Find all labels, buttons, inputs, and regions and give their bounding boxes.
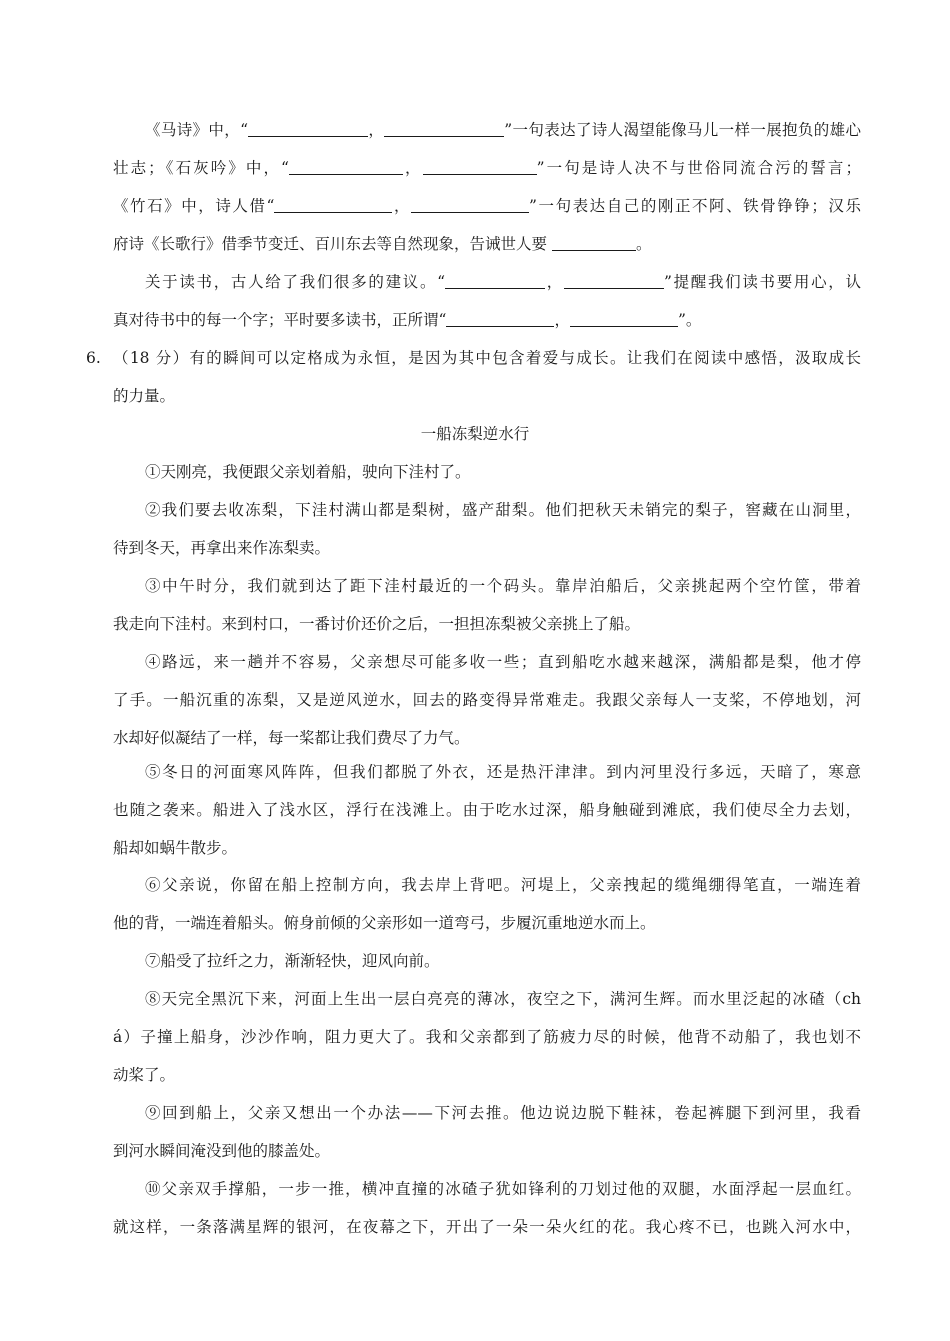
text: ”提醒我们读书要用心，认 [663,273,861,291]
text: ， [402,159,423,177]
article-line: ②我们要去收冻梨，下洼村满山都是梨树，盛产甜梨。他们把秋天未销完的梨子，窖藏在山洞里， [145,501,861,519]
text: 府诗《长歌行》借季节变迁、百川东去等自然现象，告诫世人要 [113,235,548,253]
article-line: 船却如蜗牛散步。 [113,839,238,857]
article-line: ⑤冬日的河面寒风阵阵，但我们都脱了外衣，还是热汗津津。到内河里没行多远，天暗了，寒意 [145,763,861,781]
fill-line-6 [113,305,861,335]
text: 壮志；《石灰吟》中，“ [113,159,289,177]
answer-blank[interactable] [446,309,554,327]
article-line: 到河水瞬间淹没到他的膝盖处。 [113,1142,331,1160]
fill-line-5 [145,267,861,297]
article-line: 了手。一船沉重的冻梨，又是逆风逆水，回去的路变得异常难走。我跟父亲每人一支桨，不停地划，河 [113,691,861,709]
fill-line-4 [113,229,861,259]
article-line: ⑦船受了拉纤之力，渐渐轻快，迎风向前。 [145,952,440,970]
text: ”一句表达自己的刚正不阿、铁骨铮铮；汉乐 [529,197,861,215]
article-line: ④路远，来一趟并不容易，父亲想尽可能多收一些；直到船吃水越来越深，满船都是梨，他才停 [145,653,861,671]
question-prompt-line-1: （18 分）有的瞬间可以定格成为永恒，是因为其中包含着爱与成长。让我们在阅读中感悟，汲取成长 [113,349,861,367]
text: 。 [635,235,652,253]
article-line: ①天刚亮，我便跟父亲划着船，驶向下洼村了。 [145,463,471,481]
text: 关于读书，古人给了我们很多的建议。“ [145,273,446,291]
article-line: ⑩父亲双手撑船，一步一推，横冲直撞的冰碴子犹如锋利的刀划过他的双腿，水面浮起一层血红。 [145,1180,861,1198]
article-line: 也随之袭来。船进入了浅水区，浮行在浅滩上。由于吃水过深，船身触碰到滩底，我们使尽全力去划， [113,801,861,819]
article-line: ③中午时分，我们就到达了距下洼村最近的一个码头。靠岸泊船后，父亲挑起两个空竹筐，带着 [145,577,861,595]
text: 真对待书中的每一个字；平时要多读书，正所谓“ [113,311,447,329]
text: ， [392,197,412,215]
text: ， [554,311,570,329]
answer-blank[interactable] [564,271,664,289]
text: ”一句是诗人决不与世俗同流合污的誓言； [536,159,861,177]
article-line: ⑨回到船上，父亲又想出一个办法——下河去推。他边说边脱下鞋袜，卷起裤腿下到河里，我看 [145,1104,861,1122]
question-number: 6. [86,349,101,367]
article-line: 水却好似凝结了一样，每一桨都让我们费尽了力气。 [113,729,470,747]
article-title: 一船冻梨逆水行 [420,425,530,443]
text: ， [545,273,564,291]
fill-line-3 [113,191,861,221]
article-line: 待到冬天，再拿出来作冻梨卖。 [113,539,331,557]
article-line: ⑥父亲说，你留在船上控制方向，我去岸上背吧。河堤上，父亲拽起的缆绳绷得笔直，一端连着 [145,876,861,894]
text: ”一句表达了诗人渴望能像马儿一样一展抱负的雄心 [504,121,861,139]
answer-blank[interactable] [445,271,545,289]
text: ， [368,121,385,139]
answer-blank[interactable] [552,233,636,251]
answer-blank[interactable] [384,119,504,137]
answer-blank[interactable] [570,309,678,327]
fill-line-1 [145,115,861,145]
answer-blank[interactable] [248,119,368,137]
question-prompt-line-2: 的力量。 [113,387,176,405]
answer-blank[interactable] [411,195,529,213]
fill-line-2 [113,153,861,183]
article-line: á）子撞上船身，沙沙作响，阻力更大了。我和父亲都到了筋疲力尽的时候，他背不动船了，我也划不 [113,1028,861,1046]
article-line: 就这样，一条落满星辉的银河，在夜幕之下，开出了一朵一朵火红的花。我心疼不已，也跳入河水中， [113,1218,861,1236]
article-line: 我走向下洼村。来到村口，一番讨价还价之后，一担担冻梨被父亲挑上了船。 [113,615,641,633]
article-line: 他的背，一端连着船头。俯身前倾的父亲形如一道弯弓，步履沉重地逆水而上。 [113,914,656,932]
text: 《竹石》中，诗人借“ [113,197,275,215]
text: 《马诗》中，“ [145,121,249,139]
answer-blank[interactable] [289,157,403,175]
text: ”。 [677,311,702,329]
answer-blank[interactable] [274,195,392,213]
answer-blank[interactable] [423,157,537,175]
article-line: 动桨了。 [113,1066,176,1084]
article-line: ⑧天完全黑沉下来，河面上生出一层白亮亮的薄冰，夜空之下，满河生辉。而水里泛起的冰碴（ch [145,990,861,1008]
